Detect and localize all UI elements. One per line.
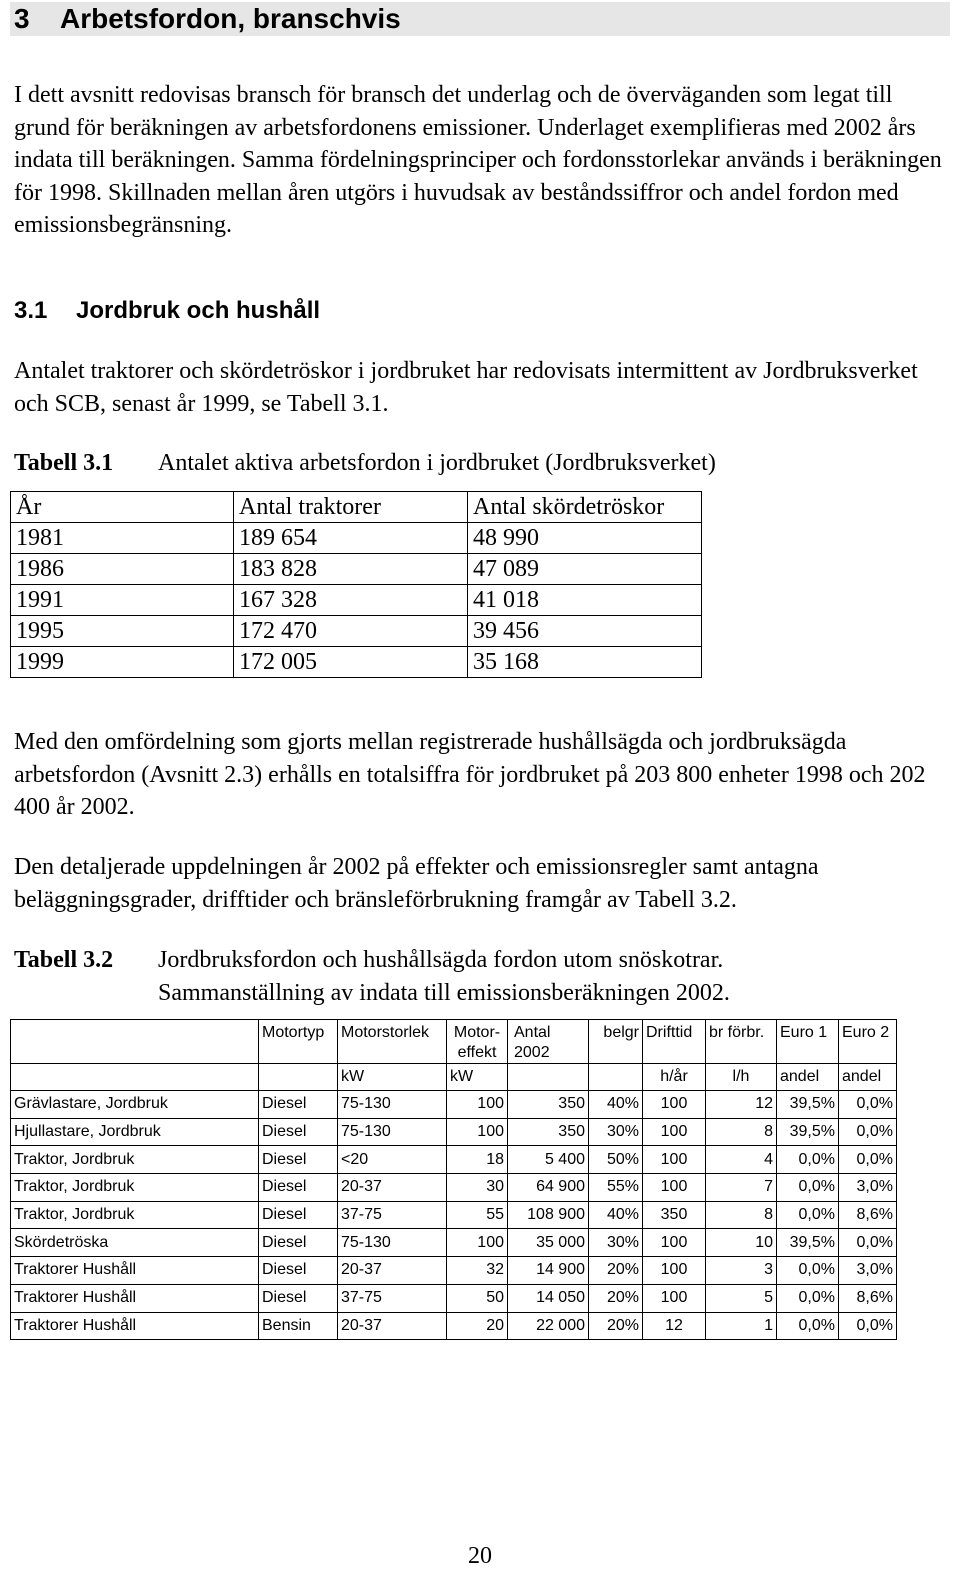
table-cell: 0,0% [777,1174,839,1202]
table-row [11,523,702,554]
table-cell: 0,0% [777,1257,839,1285]
table-cell: 12 [643,1312,706,1340]
subsection-title: Jordbruk och hushåll [76,297,321,324]
table-row [11,1257,897,1285]
table2-units-row [11,1064,897,1091]
table-cell: 22 000 [508,1312,589,1340]
table-cell: 30 [447,1174,508,1202]
table-cell: 1991 [11,585,234,616]
table1-label: Tabell 3.1 [14,450,114,476]
table2-header-cell: Motortyp [259,1020,338,1064]
table-cell: 39,5% [777,1091,839,1119]
paragraph-1: Antalet traktorer och skördetröskor i jordbruket har redovisats intermittent av Jordbruksverket och SCB, senast år 1999, se Tabell 3.1. [14,358,918,417]
table-cell: 47 089 [468,554,702,585]
table-cell: 100 [447,1091,508,1119]
table-row [11,1118,897,1146]
section-title: Arbetsfordon, branschvis [60,3,401,34]
table-cell: 0,0% [839,1118,897,1146]
table1-header-cell: Antal traktorer [234,492,468,523]
table-row [11,1284,897,1312]
table-cell: 39,5% [777,1118,839,1146]
paragraph-3: Den detaljerade uppdelningen år 2002 på effekter och emissionsregler samt antagna beläggningsgrader, drifftider och bränsleförbrukning framgår av Tabell 3.2. [14,854,819,913]
table-cell: 30% [589,1118,643,1146]
table-3-1 [10,491,702,678]
table-cell: 5 [706,1284,777,1312]
table-cell: 55 [447,1201,508,1229]
table-cell: Diesel [259,1284,338,1312]
table1-header-row [11,492,702,523]
table-cell: 100 [643,1174,706,1202]
page-number: 20 [468,1543,492,1569]
table-cell: Skördetröska [11,1229,259,1257]
table-cell: 35 168 [468,647,702,678]
table-cell: 8,6% [839,1201,897,1229]
table-cell: 172 005 [234,647,468,678]
table-row [11,585,702,616]
table-cell: 8 [706,1201,777,1229]
table-cell: Traktorer Hushåll [11,1257,259,1285]
table-cell: <20 [338,1146,447,1174]
table2-unit-cell [508,1064,589,1091]
table-cell: Diesel [259,1091,338,1119]
table-cell: 100 [643,1257,706,1285]
table-cell: 1 [706,1312,777,1340]
table-cell: Grävlastare, Jordbruk [11,1091,259,1119]
table2-header-cell: Motor-effekt [447,1020,508,1064]
table-cell: Traktor, Jordbruk [11,1201,259,1229]
table-cell: 75-130 [338,1229,447,1257]
table-cell: 20% [589,1312,643,1340]
table-cell: 39 456 [468,616,702,647]
table-cell: 3 [706,1257,777,1285]
intro-paragraph: I dett avsnitt redovisas bransch för bransch det underlag och de överväganden som legat till grund för beräkningen av arbetsfordonens emissioner. Underlaget exemplifieras med 2002 års indata till beräkningen. Samma fördelningsprinciper och fordonsstorlekar används i beräkningen för 1998. Skillnaden mellan åren utgörs i huvudsak av beståndssiffror och andel fordon med emissionsbegränsning. [14,82,942,238]
table-cell: 10 [706,1229,777,1257]
table2-header-cell: belgr [589,1020,643,1064]
table1-header-cell: År [11,492,234,523]
table-cell: 18 [447,1146,508,1174]
table-cell: 350 [508,1091,589,1119]
section-heading [10,2,950,36]
subsection-number: 3.1 [14,297,48,324]
table2-caption-line1: Jordbruksfordon och hushållsägda fordon utom snöskotrar. [158,947,724,973]
table1-caption-text: Antalet aktiva arbetsfordon i jordbruket (Jordbruksverket) [158,450,716,476]
table2-caption-line2: Sammanställning av indata till emissionsberäkningen 2002. [158,979,730,1006]
table1-header-cell: Antal skördetröskor [468,492,702,523]
table2-header-row [11,1020,897,1064]
table-cell: 0,0% [777,1284,839,1312]
table-cell: 14 900 [508,1257,589,1285]
table-cell: 0,0% [777,1146,839,1174]
table2-unit-cell [589,1064,643,1091]
table-cell: 350 [508,1118,589,1146]
table-cell: Traktor, Jordbruk [11,1174,259,1202]
table2-unit-cell: andel [839,1064,897,1091]
table-cell: 8,6% [839,1284,897,1312]
table-cell: 14 050 [508,1284,589,1312]
table2-unit-cell: kW [447,1064,508,1091]
table-cell: 100 [643,1284,706,1312]
table-cell: Diesel [259,1257,338,1285]
table-cell: 0,0% [839,1091,897,1119]
table-cell: Hjullastare, Jordbruk [11,1118,259,1146]
table-cell: 0,0% [777,1201,839,1229]
table2-unit-cell: andel [777,1064,839,1091]
table-cell: 41 018 [468,585,702,616]
table-cell: 1981 [11,523,234,554]
table-cell: 1995 [11,616,234,647]
table-cell: 189 654 [234,523,468,554]
table-cell: 48 990 [468,523,702,554]
table-cell: 20-37 [338,1257,447,1285]
table-cell: 5 400 [508,1146,589,1174]
table-cell: 183 828 [234,554,468,585]
table-cell: 4 [706,1146,777,1174]
table-row [11,554,702,585]
table2-header-cell: Motorstorlek [338,1020,447,1064]
table-cell: 32 [447,1257,508,1285]
table-cell: 20% [589,1284,643,1312]
table-cell: Bensin [259,1312,338,1340]
table-cell: 1986 [11,554,234,585]
table-row [11,1146,897,1174]
table-row [11,1174,897,1202]
table-cell: 0,0% [777,1312,839,1340]
table-cell: 0,0% [839,1312,897,1340]
table-cell: 20-37 [338,1312,447,1340]
table-cell: 108 900 [508,1201,589,1229]
table2-header-cell: Antal 2002 [508,1020,589,1064]
section-number: 3 [14,3,30,34]
table2-header-cell [11,1020,259,1064]
table2-unit-cell [11,1064,259,1091]
table-cell: 37-75 [338,1201,447,1229]
table-cell: 3,0% [839,1257,897,1285]
table2-unit-cell: h/år [643,1064,706,1091]
table-cell: 100 [643,1229,706,1257]
table-cell: 20 [447,1312,508,1340]
table-cell: 55% [589,1174,643,1202]
table-cell: 39,5% [777,1229,839,1257]
table-row [11,1091,897,1119]
table-cell: 167 328 [234,585,468,616]
table-cell: 20-37 [338,1174,447,1202]
table-cell: 100 [447,1229,508,1257]
paragraph-2: Med den omfördelning som gjorts mellan registrerade hushållsägda och jordbruksägda arbetsfordon (Avsnitt 2.3) erhålls en totalsiffra för jordbruket på 203 800 enheter 1998 och 202 400 år 2002. [14,729,926,820]
table2-unit-cell: kW [338,1064,447,1091]
table-cell: 40% [589,1201,643,1229]
table-row [11,647,702,678]
table-cell: 8 [706,1118,777,1146]
table-3-2 [10,1019,897,1340]
table-cell: Diesel [259,1201,338,1229]
table2-header-cell: Drifttid [643,1020,706,1064]
table-row [11,1201,897,1229]
table2-header-cell: Euro 1 [777,1020,839,1064]
table-cell: 12 [706,1091,777,1119]
table-cell: Diesel [259,1146,338,1174]
table2-unit-cell: l/h [706,1064,777,1091]
table-cell: 40% [589,1091,643,1119]
table-row [11,1229,897,1257]
table-cell: Traktor, Jordbruk [11,1146,259,1174]
table-cell: 20% [589,1257,643,1285]
table-cell: 172 470 [234,616,468,647]
table2-header-cell: Euro 2 [839,1020,897,1064]
table-cell: 50% [589,1146,643,1174]
table-cell: 350 [643,1201,706,1229]
table-cell: Traktorer Hushåll [11,1312,259,1340]
table-cell: 100 [643,1118,706,1146]
table-cell: 35 000 [508,1229,589,1257]
table-cell: 7 [706,1174,777,1202]
table-cell: 75-130 [338,1118,447,1146]
table2-unit-cell [259,1064,338,1091]
table-cell: Diesel [259,1174,338,1202]
table-cell: 1999 [11,647,234,678]
table-cell: 0,0% [839,1146,897,1174]
subsection-heading [14,296,320,326]
table-cell: Traktorer Hushåll [11,1284,259,1312]
table-cell: 75-130 [338,1091,447,1119]
table-cell: 3,0% [839,1174,897,1202]
table-cell: 37-75 [338,1284,447,1312]
table-row [11,1312,897,1340]
table-cell: 64 900 [508,1174,589,1202]
table-cell: Diesel [259,1118,338,1146]
table-cell: 100 [447,1118,508,1146]
table-row [11,616,702,647]
table-cell: 0,0% [839,1229,897,1257]
table-cell: 50 [447,1284,508,1312]
table2-label: Tabell 3.2 [14,947,114,973]
table-cell: 30% [589,1229,643,1257]
table-cell: 100 [643,1146,706,1174]
table2-header-cell: br förbr. [706,1020,777,1064]
table-cell: Diesel [259,1229,338,1257]
table-cell: 100 [643,1091,706,1119]
